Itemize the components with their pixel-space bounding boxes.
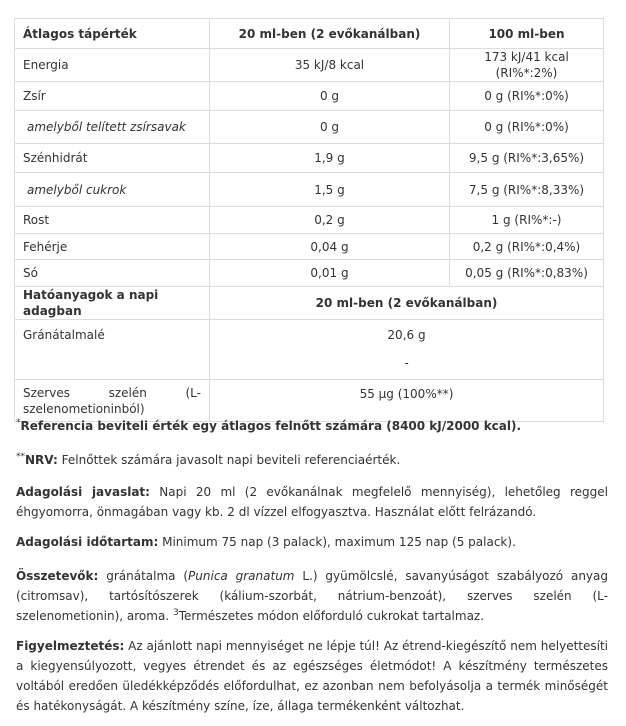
row-value	[210, 320, 604, 380]
row-name: Gránátalmalé	[15, 320, 210, 380]
row-value-20ml: 0,01 g	[210, 260, 450, 287]
ingredients-section	[16, 566, 608, 626]
table-row	[15, 207, 604, 234]
row-name: Rost	[15, 207, 210, 234]
table-row	[15, 173, 604, 207]
row-name: Energia	[15, 49, 210, 82]
ingredients-text: gránátalma (	[98, 569, 189, 583]
row-value-100ml: 7,5 g (RI%*:8,33%)	[450, 173, 604, 207]
header-nutrient: Átlagos tápérték	[15, 19, 210, 49]
row-value-20ml: 1,9 g	[210, 144, 450, 173]
footnote-mark: **	[16, 452, 25, 462]
ingredients-label: Összetevők:	[16, 569, 99, 583]
row-value-100ml: 173 kJ/41 kcal (RI%*:2%)	[450, 49, 604, 82]
row-value-100ml: 0 g (RI%*:0%)	[450, 111, 604, 144]
warning-section	[16, 636, 608, 716]
duration-text: Minimum 75 nap (3 palack), maximum 125 nap (5 palack).	[158, 535, 516, 549]
header-per-20ml: 20 ml-ben (2 evőkanálban)	[210, 19, 450, 49]
footnote-reference	[16, 416, 608, 436]
row-value-100ml: 0,2 g (RI%*:0,4%)	[450, 234, 604, 260]
ingredients-latin-name: Punica granatum	[188, 569, 295, 583]
footnote-mark: *	[16, 418, 21, 428]
table-row	[15, 234, 604, 260]
row-name-line2: szelenometioninból)	[23, 401, 145, 416]
row-name: Fehérje	[15, 234, 210, 260]
row-name: Zsír	[15, 82, 210, 111]
warning-text: Az ajánlott napi mennyiséget ne lépje túl! Az étrend-kiegészítő nem helyettesíti a kiegyensúlyozott, vegyes étrendet és az egészséges életmódot! A készítmény természetes voltából eredően üledékképződés előfordulhat, ez azonban nem befolyásolja a termék minőségét és hatékonyságát. A készítmény színe, íze, állaga termékenként változhat.	[16, 639, 608, 713]
header-active-per-20ml: 20 ml-ben (2 evőkanálban)	[210, 287, 604, 320]
row-value-secondary: -	[404, 356, 409, 370]
table-row	[15, 49, 604, 82]
ingredients-text: L.) gyümölcslé, savanyúságot szabályozó anyag (citromsav), tartósítószerek (kálium-szorbát, nátrium-benzoát), szerves szelén (L-szelenometionin), aroma.	[16, 569, 608, 623]
row-value-20ml: 35 kJ/8 kcal	[210, 49, 450, 82]
row-name-word: (L-	[185, 385, 201, 400]
row-value: 55 µg (100%**)	[210, 380, 604, 422]
active-ingredients-header-row	[15, 287, 604, 320]
row-name: amelyből cukrok	[15, 173, 210, 207]
row-value-20ml: 0,2 g	[210, 207, 450, 234]
header-active-ingredients: Hatóanyagok a napi adagban	[15, 287, 210, 320]
row-value-100ml: 1 g (RI%*:-)	[450, 207, 604, 234]
row-value-amount: 20,6 g	[387, 328, 426, 342]
warning-label: Figyelmeztetés:	[16, 639, 125, 653]
table-row	[15, 320, 604, 380]
row-name-word: Szerves	[23, 385, 70, 400]
footnote-nrv	[16, 450, 608, 470]
duration-label: Adagolási időtartam:	[16, 535, 159, 549]
row-value-20ml: 0 g	[210, 82, 450, 111]
row-name: amelyből telített zsírsavak	[15, 111, 210, 144]
table-row	[15, 82, 604, 111]
dosage-label: Adagolási javaslat:	[16, 485, 150, 499]
nutrition-table	[14, 18, 604, 422]
row-value-100ml: 9,5 g (RI%*:3,65%)	[450, 144, 604, 173]
ingredients-note: Természetes módon előforduló cukrokat tartalmaz.	[178, 609, 485, 623]
footnote-reference-text: Referencia beviteli érték egy átlagos felnőtt számára (8400 kJ/2000 kcal).	[20, 419, 522, 433]
row-name: Só	[15, 260, 210, 287]
row-name-word: szelén	[108, 385, 147, 400]
row-name-line1	[23, 385, 201, 401]
table-row	[15, 144, 604, 173]
ingredients-footnote-mark: 3	[172, 608, 179, 618]
row-value-100ml: 0,05 g (RI%*:0,83%)	[450, 260, 604, 287]
row-value-20ml: 0 g	[210, 111, 450, 144]
dosage-section	[16, 482, 608, 522]
dosage-text: Napi 20 ml (2 evőkanálnak megfelelő mennyiség), lehetőleg reggel éhgyomorra, önmagában vagy kb. 2 dl vízzel elfogyasztva. Használat előtt felrázandó.	[16, 485, 608, 519]
header-per-100ml: 100 ml-ben	[450, 19, 604, 49]
duration-section	[16, 532, 608, 552]
row-value-100ml: 0 g (RI%*:0%)	[450, 82, 604, 111]
nrv-text: Felnőttek számára javasolt napi beviteli referenciaérték.	[57, 453, 401, 467]
nrv-label: NRV:	[25, 453, 58, 467]
table-row	[15, 111, 604, 144]
row-value-20ml: 0,04 g	[210, 234, 450, 260]
row-name: Szénhidrát	[15, 144, 210, 173]
row-value-20ml: 1,5 g	[210, 173, 450, 207]
table-header-row	[15, 19, 604, 49]
table-row	[15, 260, 604, 287]
